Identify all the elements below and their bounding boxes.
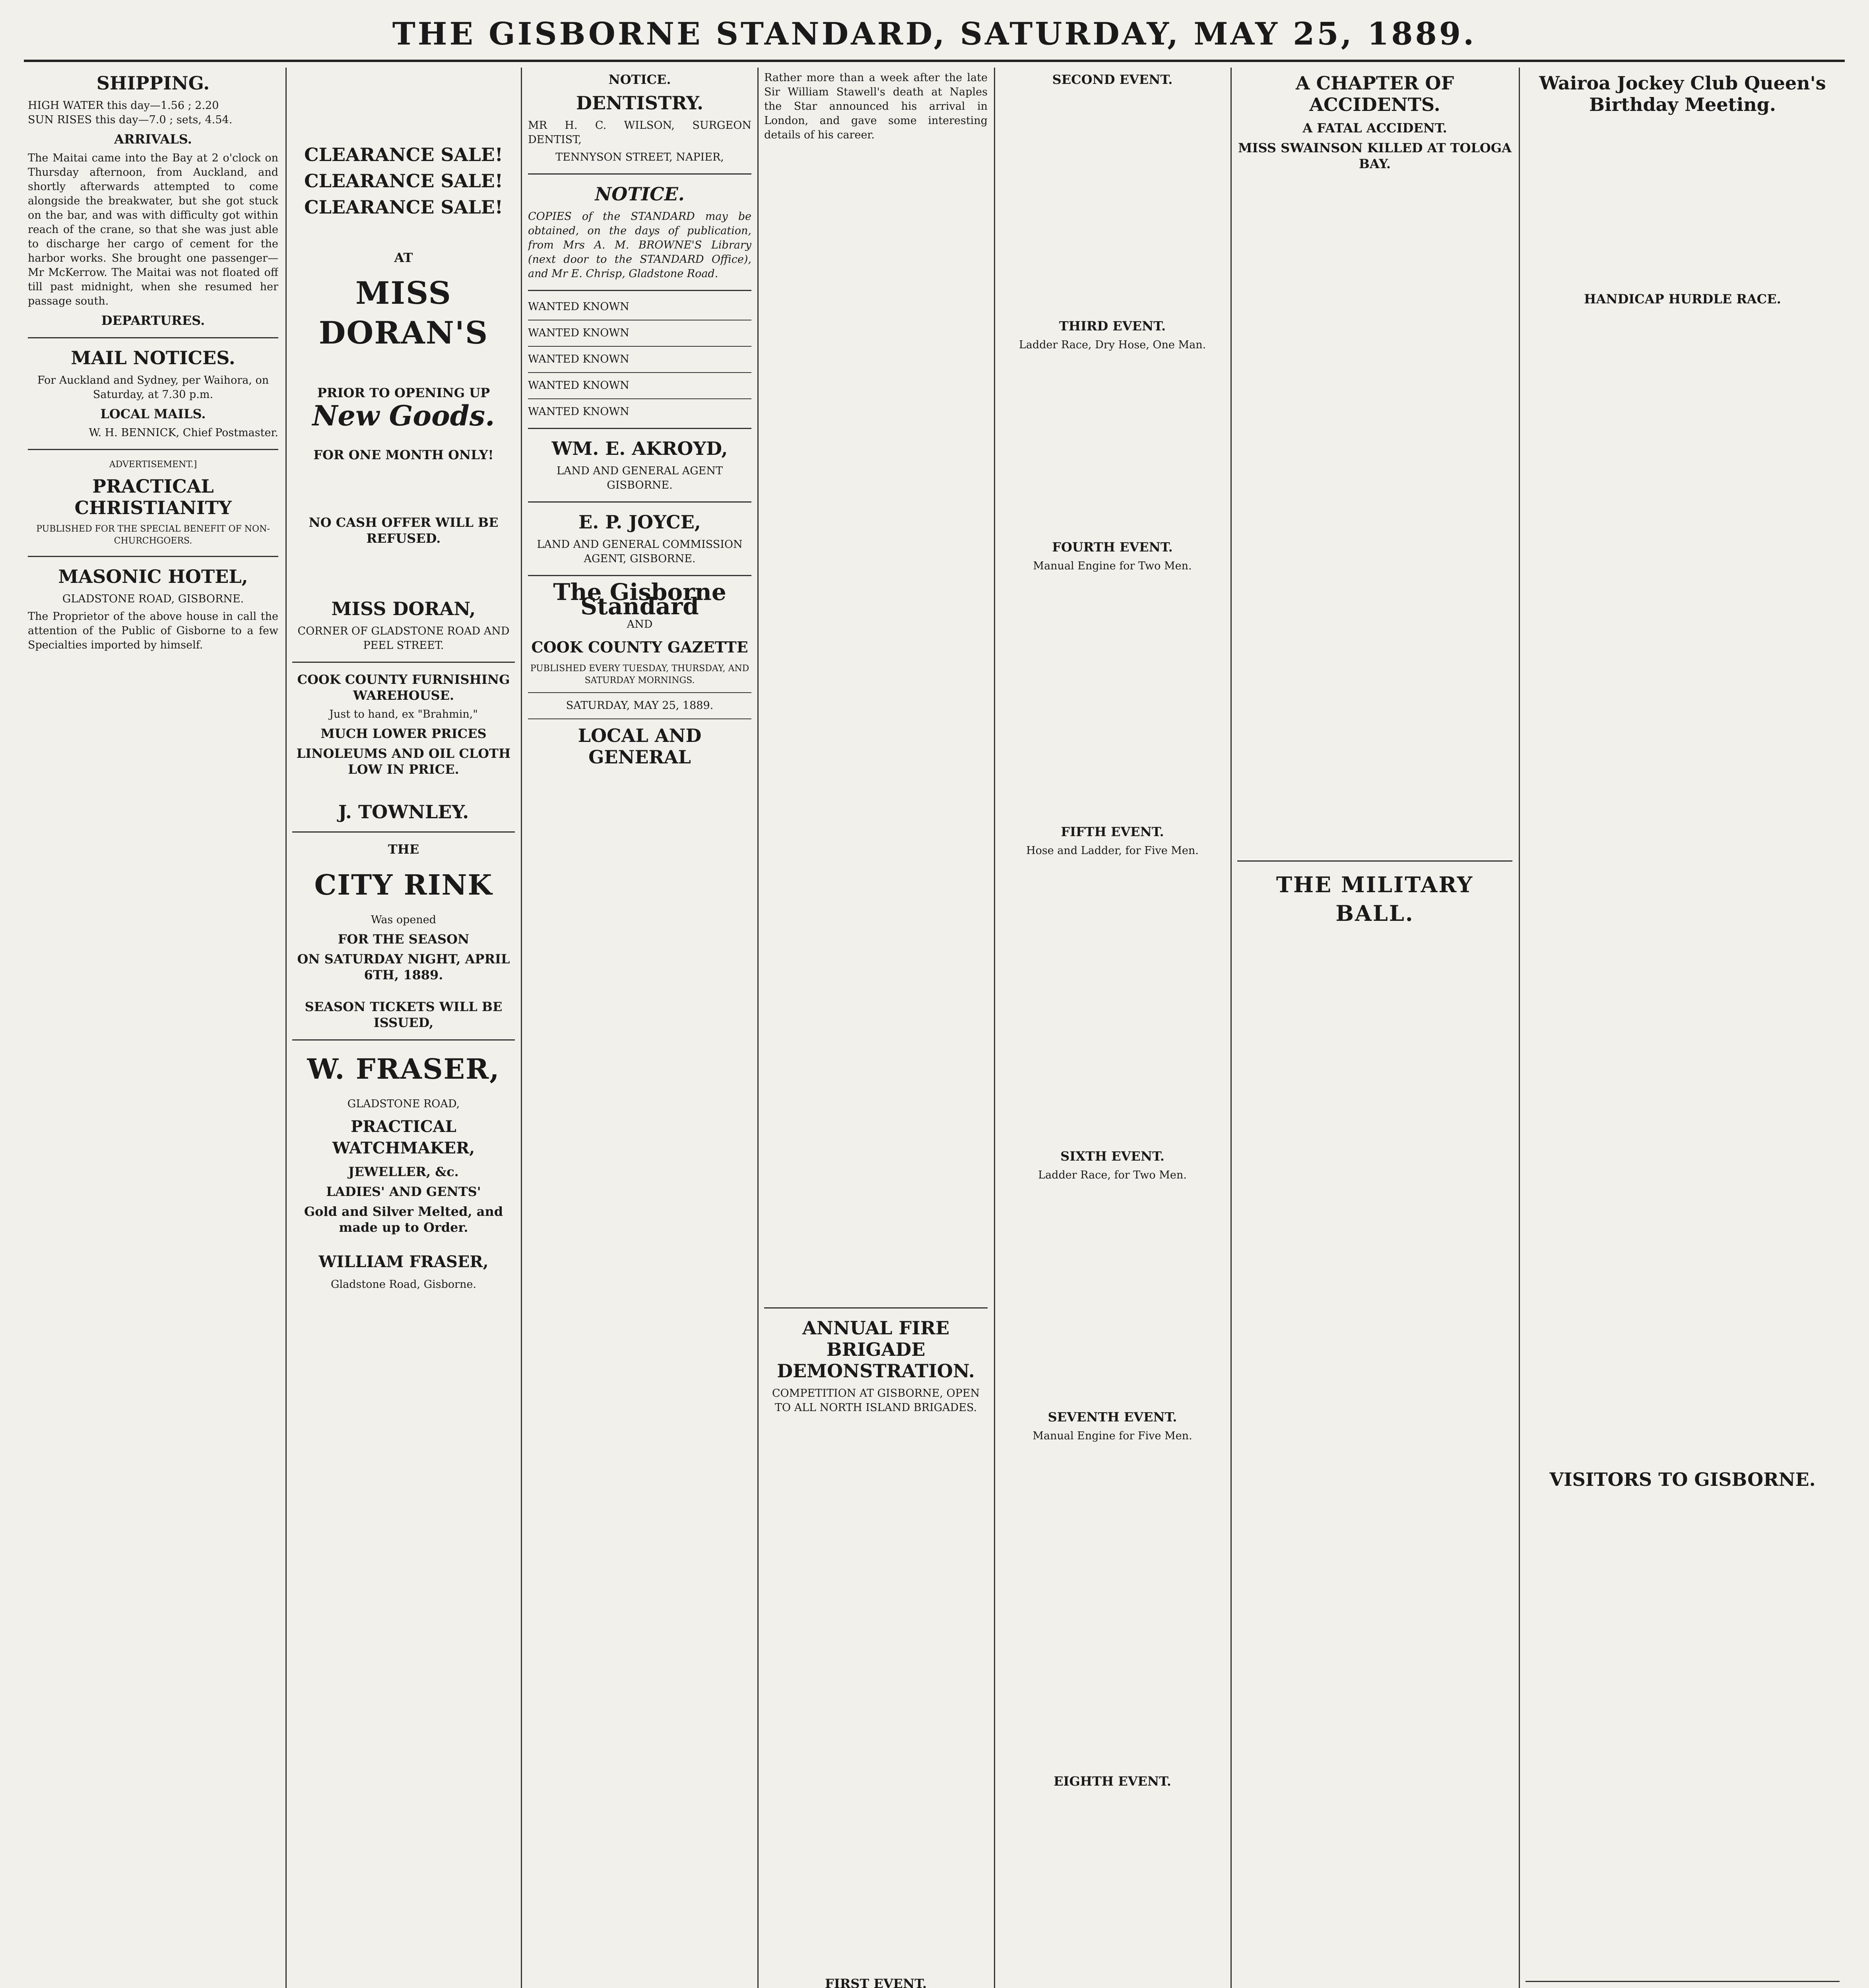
- sixth-event: SIXTH EVENT.: [1060, 1149, 1164, 1164]
- column-divider: [1519, 68, 1520, 1988]
- fraser-address: Gladstone Road, Gisborne.: [330, 1278, 477, 1291]
- birthday-heading: Wairoa Jockey Club Queen's Birthday Meeting.: [1539, 72, 1826, 115]
- tennyson-label: TENNYSON STREET, NAPIER,: [555, 151, 724, 163]
- ladies-label: LADIES' AND GENTS': [326, 1184, 481, 1199]
- column-divider: [994, 68, 995, 1988]
- fatal-heading: A FATAL ACCIDENT.: [1302, 120, 1447, 136]
- column-notices: [528, 68, 751, 1988]
- hose-ladder: Hose and Ladder, for Five Men.: [1026, 845, 1199, 857]
- manual-five: Manual Engine for Five Men.: [1033, 1430, 1192, 1442]
- departures-heading: DEPARTURES.: [101, 313, 205, 328]
- advertisement-label: ADVERTISEMENT.]: [109, 460, 197, 470]
- at-label: AT: [394, 250, 413, 265]
- annual-heading: ANNUAL FIRE BRIGADE DEMONSTRATION.: [777, 1317, 975, 1382]
- shipping-heading: SHIPPING.: [96, 72, 210, 94]
- wanted-4: WANTED KNOWN: [528, 379, 629, 392]
- townley-heading: J. TOWNLEY.: [338, 801, 469, 823]
- akroyd-sub: LAND AND GENERAL AGENT GISBORNE.: [557, 465, 723, 491]
- wanted-5: WANTED KNOWN: [528, 406, 629, 418]
- masthead-rule: [24, 60, 1845, 62]
- was-opened: Was opened: [371, 914, 437, 926]
- ladder-race: Ladder Race, Dry Hose, One Man.: [1019, 339, 1206, 351]
- column-divider: [521, 68, 522, 1988]
- wilson-text: MR H. C. WILSON, SURGEON DENTIST,: [528, 119, 751, 146]
- local-general-heading: LOCAL AND GENERAL: [578, 725, 702, 768]
- high-water: HIGH WATER this day—1.56 ; 2.20: [28, 99, 219, 112]
- fifth-event: FIFTH EVENT.: [1061, 824, 1164, 839]
- masonic-heading: MASONIC HOTEL,: [58, 566, 248, 587]
- gold-label: Gold and Silver Melted, and made up to Order.: [304, 1204, 503, 1235]
- sun-rises: SUN RISES this day—7.0 ; sets, 4.54.: [28, 114, 233, 126]
- the-label: THE: [388, 842, 419, 857]
- joyce-sub: LAND AND GENERAL COMMISSION AGENT, GISBORNE.: [537, 538, 743, 565]
- joyce-heading: E. P. JOYCE,: [578, 511, 701, 533]
- chapter-heading: A CHAPTER OF ACCIDENTS.: [1295, 72, 1454, 115]
- gazette-heading: COOK COUNTY GAZETTE: [531, 638, 748, 656]
- eighth-event: EIGHTH EVENT.: [1054, 1774, 1171, 1789]
- clearance-sale-3: CLEARANCE SALE!: [304, 196, 503, 218]
- postmaster: W. H. BENNICK, Chief Postmaster.: [89, 427, 278, 439]
- practical-sub: PUBLISHED FOR THE SPECIAL BENEFIT OF NON-CHURCHGOERS.: [36, 524, 270, 546]
- seventh-event: SEVENTH EVENT.: [1048, 1409, 1177, 1425]
- lower-prices: MUCH LOWER PRICES: [320, 726, 487, 741]
- on-date: ON SATURDAY NIGHT, APRIL 6TH, 1889.: [297, 951, 510, 982]
- one-month-label: FOR ONE MONTH ONLY!: [313, 447, 494, 462]
- column-divider: [285, 68, 287, 1988]
- column-news: [764, 68, 988, 1988]
- clearance-sale-2: CLEARANCE SALE!: [304, 170, 503, 192]
- for-season: FOR THE SEASON: [338, 932, 470, 947]
- cook-county-heading: COOK COUNTY FURNISHING WAREHOUSE.: [297, 672, 510, 703]
- new-goods-heading: New Goods.: [312, 399, 495, 432]
- manual-engine: Manual Engine for Two Men.: [1033, 560, 1192, 572]
- notice2-heading: NOTICE.: [595, 183, 685, 205]
- fourth-event: FOURTH EVENT.: [1052, 540, 1173, 555]
- prior-label: PRIOR TO OPENING UP: [317, 385, 490, 400]
- w-fraser-heading: W. FRASER,: [307, 1052, 500, 1085]
- notice-heading: NOTICE.: [608, 72, 671, 87]
- wanted-2: WANTED KNOWN: [528, 327, 629, 339]
- william-fraser-heading: WILLIAM FRASER,: [318, 1252, 489, 1271]
- masonic-road: GLADSTONE ROAD, GISBORNE.: [62, 593, 244, 605]
- copies-text: COPIES of the STANDARD may be obtained, on the days of publication, from Mrs A. M. BROWNE'S Library (next door to the STANDARD Office), and Mr E. Chrisp, Gladstone Road.: [528, 210, 751, 280]
- competition-label: COMPETITION AT GISBORNE, OPEN TO ALL NORTH ISLAND BRIGADES.: [772, 1387, 980, 1414]
- visitors-heading: VISITORS TO GISBORNE.: [1549, 1469, 1816, 1490]
- practical-heading: PRACTICAL CHRISTIANITY: [74, 476, 232, 518]
- column-divider: [757, 68, 759, 1988]
- no-cash-label: NO CASH OFFER WILL BE REFUSED.: [309, 515, 499, 546]
- column-ads: [292, 68, 515, 1988]
- third-event: THIRD EVENT.: [1059, 318, 1166, 334]
- fraser-road: GLADSTONE ROAD,: [347, 1098, 460, 1110]
- wanted-1: WANTED KNOWN: [528, 301, 629, 313]
- city-rink-heading: CITY RINK: [314, 868, 493, 901]
- published-label: PUBLISHED EVERY TUESDAY, THURSDAY, AND SATURDAY MORNINGS.: [530, 664, 749, 685]
- swainson-heading: MISS SWAINSON KILLED AT TOLOGA BAY.: [1238, 140, 1512, 171]
- column-divider: [1230, 68, 1232, 1988]
- column-sport: [1525, 68, 1840, 1988]
- date-line: SATURDAY, MAY 25, 1889.: [566, 699, 714, 712]
- just-to-hand: Just to hand, ex "Brahmin,": [329, 708, 478, 720]
- miss-doran-heading: MISS DORAN,: [331, 598, 476, 619]
- and-label: AND: [627, 618, 653, 631]
- masthead-title: THE GISBORNE STANDARD, SATURDAY, MAY 25, 1889.: [392, 16, 1477, 52]
- lead-text: Rather more than a week after the late Sir William Stawell's death at Naples the Star announced his arrival in London, and gave some interesting details of his career.: [764, 72, 988, 141]
- column-shipping: [28, 68, 278, 1988]
- mail-notices-heading: MAIL NOTICES.: [71, 347, 235, 369]
- local-mails-heading: LOCAL MAILS.: [100, 406, 206, 421]
- paper-title: The Gisborne Standard: [553, 579, 726, 620]
- masonic-text: The Proprietor of the above house in call the attention of the Public of Gisborne to a few Specialties imported by himself.: [28, 610, 278, 651]
- clearance-sale-1: CLEARANCE SALE!: [304, 144, 503, 165]
- arrivals-heading: ARRIVALS.: [114, 132, 192, 147]
- corner-label: CORNER OF GLADSTONE ROAD AND PEEL STREET.: [297, 625, 510, 652]
- arrivals-text: The Maitai came into the Bay at 2 o'clock on Thursday afternoon, from Auckland, and shortly afterwards attempted to come alongside the breakwater, but she got stuck on the bar, and was with difficulty got within reach of the crane, so that she was just able to discharge her cargo of cement for the harbor works. She brought one passenger—Mr McKerrow. The Maitai was not floated off till past midnight, when she resumed her passage south.: [28, 152, 278, 307]
- dentistry-heading: DENTISTRY.: [576, 92, 703, 114]
- first-event-heading: FIRST EVENT.: [825, 1976, 927, 1988]
- watchmaker-heading: PRACTICAL WATCHMAKER,: [332, 1117, 475, 1157]
- akroyd-heading: WM. E. AKROYD,: [551, 438, 728, 459]
- linoleums: LINOLEUMS AND OIL CLOTH LOW IN PRICE.: [296, 746, 511, 777]
- military-heading: THE MILITARY BALL.: [1276, 872, 1474, 926]
- mail-sub: For Auckland and Sydney, per Waihora, on Saturday, at 7.30 p.m.: [37, 374, 269, 401]
- column-accidents: [1237, 68, 1512, 1988]
- column-events: [1001, 68, 1224, 1988]
- hurdle-heading: HANDICAP HURDLE RACE.: [1584, 291, 1781, 307]
- second-event: SECOND EVENT.: [1052, 72, 1173, 87]
- season-tickets: SEASON TICKETS WILL BE ISSUED,: [305, 999, 503, 1030]
- miss-dorans-heading: MISS DORAN'S: [318, 275, 489, 351]
- jeweller-label: JEWELLER, &c.: [348, 1164, 459, 1179]
- wanted-3: WANTED KNOWN: [528, 353, 629, 365]
- ladder-two: Ladder Race, for Two Men.: [1038, 1169, 1187, 1181]
